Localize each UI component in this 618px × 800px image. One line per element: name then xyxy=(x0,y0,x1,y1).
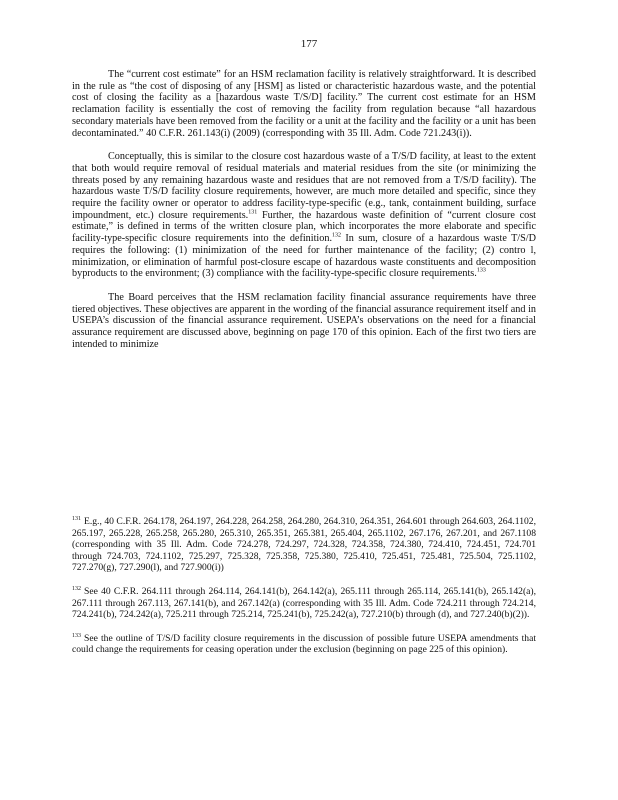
footnote-ref-133: 133 xyxy=(476,267,486,274)
paragraph-2 xyxy=(72,151,536,280)
page-number: 177 xyxy=(300,38,318,50)
body-text xyxy=(72,69,536,362)
paragraph-2-part-1: Conceptually, this is similar to the closure cost hazardous waste of a T/S/D facility, at least to the extent that both would require removal of residual materials and material residues from the site (or minimizing the threats posed by any remaining hazardous waste and residues that are not removed from a T/S/D facility). The hazardous waste T/S/D facility closure requirements, however, are much more detailed and specific, since they require the facility owner or operator to address facility-type-specific (e.g., tank, containment building, surface impoundment, etc.) closure requirements. xyxy=(72,151,536,221)
footnote-133 xyxy=(72,633,536,656)
paragraph-2-part-3: In sum, closure of a hazardous waste T/S/D requires the following: (1) minimization of the need for further maintenance of the facility; (2) contro l, minimization, or elimination of harmful post-closure escape of hazardous waste constituents and decomposition byproducts to the environment; (3) compliance with the facility-type-specific closure requirements. xyxy=(72,233,536,280)
footnote-number: 131 xyxy=(72,515,81,522)
paragraph-3: The Board perceives that the HSM reclamation facility financial assurance requirements have three tiered objectives. These objectives are apparent in the wording of the financial assurance requirement itself and in USEPA’s discussion of the financial assurance requirement. USEPA’s observations on the need for a financial assurance requirement are discussed above, beginning on page 170 of this opinion. Each of the first two tiers are intended to minimize xyxy=(72,291,536,350)
footnote-131 xyxy=(72,516,536,574)
paragraph-2-part-2: Further, the hazardous waste definition of “current closure cost estimate,” is defined in terms of the written closure plan, which incorporates the more elaborate and specific facility-type-specific closure requirements into the definition. xyxy=(72,209,536,245)
footnote-text: See the outline of T/S/D facility closure requirements in the discussion of possible future USEPA amendments that could change the requirements for ceasing operation under the exclusion (beginning on page 225 of this opinion). xyxy=(72,632,536,656)
footnote-text: E.g., 40 C.F.R. 264.178, 264.197, 264.228, 264.258, 264.280, 264.310, 264.351, 264.601 through 264.603, 264.1102, 265.197, 265.228, 265.258, 265.280, 265.310, 265.351, 265.381, 265.404, 265.1102, 267.176, 267.201, and 267.1108 (corresponding with 35 Ill. Adm. Code 724.278, 724.297, 724.328, 724.358, 724.380, 724.410, 724.451, 724.701 through 724.703, 724.1102, 725.297, 725.328, 725.358, 725.380, 725.410, 725.451, 725.481, 725.504, 725.1102, 727.270(g), 727.290(l), and 727.900(i)) xyxy=(72,516,536,574)
footnote-132 xyxy=(72,586,536,621)
footnote-text: See 40 C.F.R. 264.111 through 264.114, 264.141(b), 264.142(a), 265.111 through 265.114, 265.141(b), 265.142(a), 267.111 through 267.113, 267.141(b), and 267.142(a) (corresponding with 35 Ill. Adm. Code 724.211 through 724.214, 724.241(b), 724.242(a), 725.211 through 725.214, 725.241(b), 725.242(a), 727.210(b) through (d), and 727.240(b)(2)). xyxy=(72,585,536,621)
footnote-number: 132 xyxy=(72,585,81,592)
footnote-ref-131: 131 xyxy=(248,209,258,216)
footnote-number: 133 xyxy=(72,632,81,639)
footnotes xyxy=(72,516,536,668)
paragraph-1: The “current cost estimate” for an HSM reclamation facility is relatively straightforward. It is described in the rule as “the cost of disposing of any [HSM] as listed or characteristic hazardous waste, and the potential cost of closing the facility as a [hazardous waste T/S/D] facility.” The current cost estimate for an HSM reclamation facility is essentially the cost of removing the facility from regulation because “all hazardous secondary materials have been removed from the facility or a unit at the facility and the facility or a unit has been decontaminated.” 40 C.F.R. 261.143(i) (2009) (corresponding with 35 Ill. Adm. Code 721.243(i)). xyxy=(72,69,536,139)
footnote-ref-132: 132 xyxy=(332,232,341,239)
